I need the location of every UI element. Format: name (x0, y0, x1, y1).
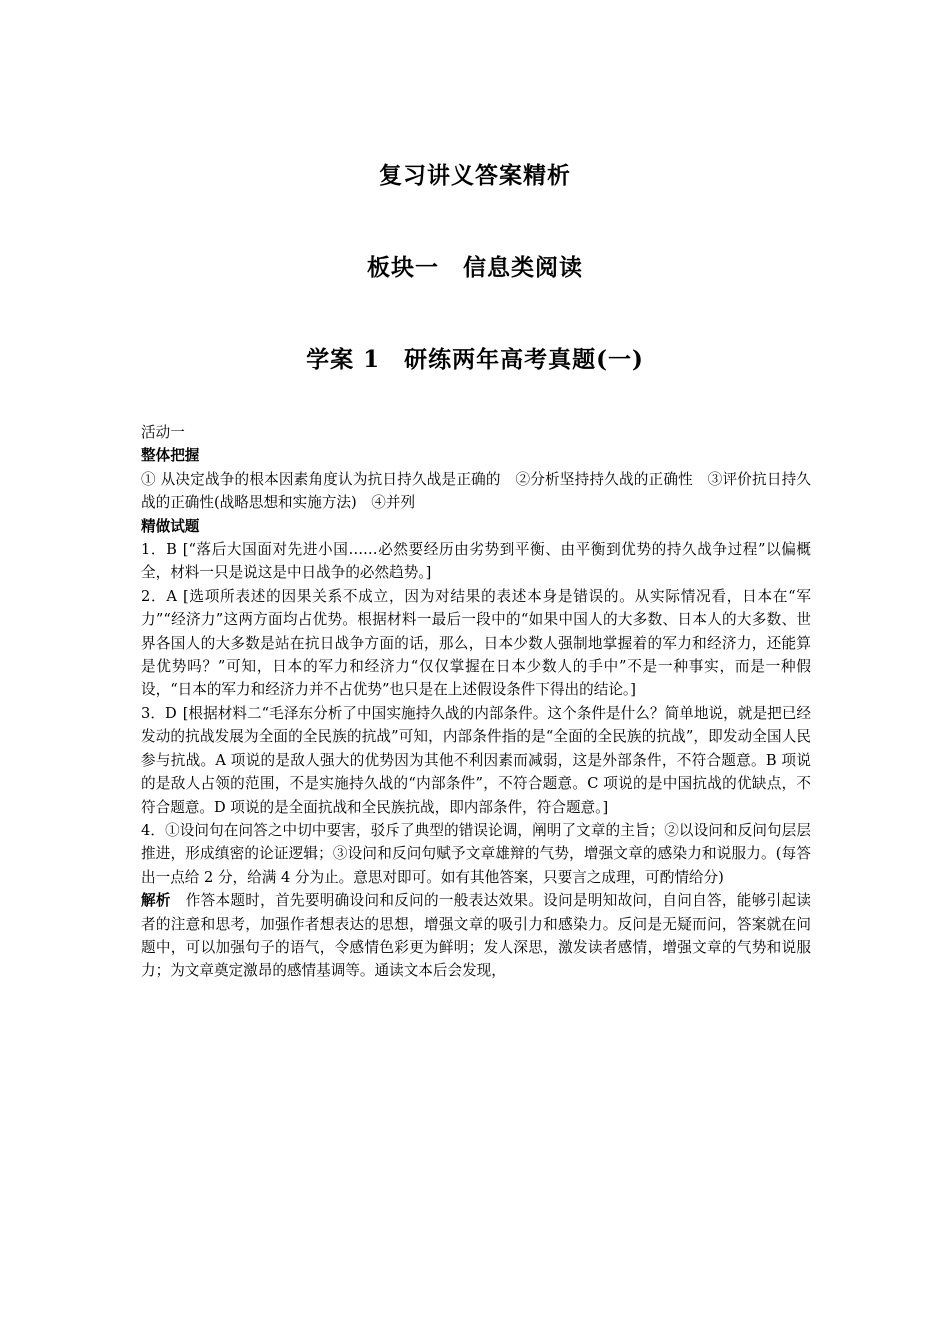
answer-item (141, 702, 811, 819)
section-title: 板块一 信息类阅读 (367, 254, 583, 281)
main-title: 复习讲义答案精析 (379, 162, 571, 189)
lesson-title: 学案 1 研练两年高考真题(一) (306, 346, 644, 373)
overall-text: ① 从决定战争的根本因素角度认为抗日持久战是正确的 ②分析坚持持久战的正确性 ③评价抗日持久战的正确性(战略思想和实施方法) ④并列 (141, 470, 811, 512)
answer-number: 1．B (141, 541, 177, 559)
answer-item (141, 538, 811, 585)
answer-number: 3．D (141, 704, 177, 722)
answer-text: [“落后大国面对先进小国……必然要经历由劣势到平衡、由平衡到优势的持久战争过程”以偏概全，材料一只是说这是中日战争的必然趋势。] (141, 541, 811, 582)
answer-text: [选项所表述的因果关系不成立，因为对结果的表述本身是错误的。从实际情况看，日本在“军力”“经济力”这两方面均占优势。根据材料一最后一段中的“如果中国人的大多数、日本人的大多数、世界各国人的大多数是站在抗日战争方面的话，那么，日本少数人强制地掌握着的军力和经济力，还能算是优势吗？”可知，日本的军力和经济力“仅仅掌握在日本少数人的手中”不是一种事实，而是一种假设，“日本的军力和经济力并不占优势”也只是在上述假设条件下得出的结论。] (141, 587, 811, 699)
analysis-label: 解析 (141, 892, 171, 910)
answer-item (141, 819, 811, 889)
activity-label: 活动一 (141, 424, 185, 441)
analysis-paragraph (141, 889, 811, 983)
answer-number: 4． (141, 821, 166, 839)
practice-heading: 精做试题 (141, 517, 200, 535)
analysis-text: 作答本题时，首先要明确设问和反问的一般表达效果。设问是明知故问，自问自答，能够引起读者的注意和思考，加强作者想表达的思想，增强文章的吸引力和感染力。反问是无疑而问，答案就在问题中，可以加强句子的语气，令感情色彩更为鲜明；发人深思，激发读者感情，增强文章的气势和说服力；为文章奠定激昂的感情基调等。通读文本后会发现， (141, 892, 811, 980)
answer-number: 2．A (141, 587, 177, 605)
answer-text: ①设问句在问答之中切中要害，驳斥了典型的错误论调，阐明了文章的主旨；②以设问和反问句层层推进，形成缜密的论证逻辑；③设问和反问句赋予文章雄辩的气势，增强文章的感染力和说服力。(每答出一点给 2 分，给满 4 分为止。意思对即可。如有其他答案，只要言之成理，可酌情给分) (141, 821, 811, 886)
overall-heading: 整体把握 (141, 447, 200, 465)
answer-item (141, 585, 811, 702)
answer-content (141, 421, 811, 983)
answer-text: [根据材料二“毛泽东分析了中国实施持久战的内部条件。这个条件是什么？简单地说，就是把已经发动的抗战发展为全面的全民族的抗战”可知，内部条件指的是“全面的全民族的抗战”，即发动全国人民参与抗战。A 项说的是敌人强大的优势因为其他不利因素而减弱，这是外部条件，不符合题意。B 项说的是敌人占领的范围，不是实施持久战的“内部条件”，不符合题意。C 项说的是中国抗战的优缺点，不符合题意。D 项说的是全面抗战和全民族抗战，即内部条件，符合题意。] (141, 704, 811, 816)
